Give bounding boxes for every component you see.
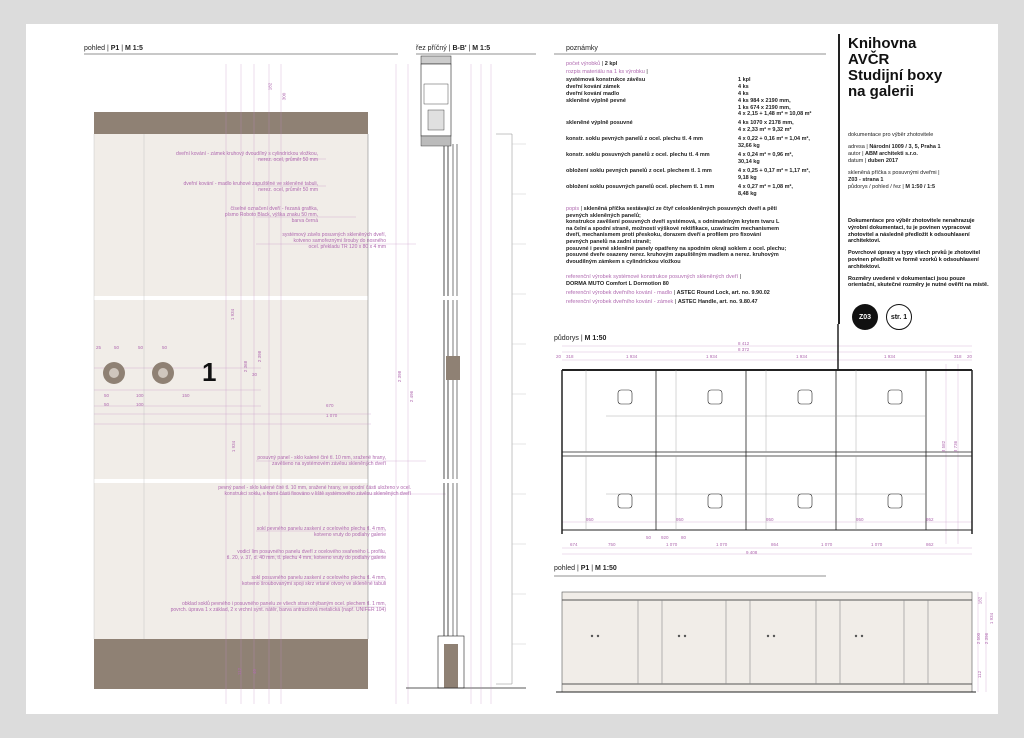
dim: 40	[252, 668, 258, 675]
dim: 300	[281, 92, 287, 101]
dim: 2 368	[243, 360, 249, 373]
notes-ref3: referenční výrobek dveřního kování - zámek | ASTEC Handle, art. no. 9.80.47	[566, 299, 758, 305]
notes-row-value: 4 x 0,27 m² = 1,08 m², 8,48 kg	[738, 184, 793, 197]
dim: 50	[104, 402, 110, 407]
dim: 862	[926, 542, 934, 547]
disclaimer: Dokumentace pro výběr zhotovitele nenahrazuje výrobní dokumentaci, tu je povinen vypracovat zhotovitel a následně předložit k odsouhlasení architektovi. Povrchové úpravy a typy všech prvků je zhotovitel povinen předložit ve formě vzorků k odsouhlasení architektovi. Rozměry uvedené v dokumentaci jsou pouze orientační, skutečné rozměry je nutné ověřit na místě.	[848, 218, 989, 289]
notes-row-value: 4 ks	[738, 84, 749, 90]
dim: 3 582	[941, 440, 947, 453]
dim: 1 934	[231, 440, 237, 453]
dim: 950	[586, 517, 594, 522]
dim: 20	[556, 354, 562, 359]
dim: 2 496	[409, 390, 415, 403]
dim: 1 934	[884, 354, 896, 359]
notes-row-key: dveřní kování zámek	[566, 84, 620, 90]
dim: 1 934	[626, 354, 638, 359]
notes-row-value: 4 x 0,24 m² = 0,96 m², 30,14 kg	[738, 152, 793, 165]
dim: 1 070	[716, 542, 728, 547]
notes-count: počet výrobků | 2 kpl	[566, 61, 618, 67]
title-rule	[838, 34, 840, 324]
annotation-fixed-panel: pevný panel - sklo kalené čiré tl. 10 mm, sražené hrany, ve spodní části uloženo v ocel. konstrukci soklu, v horní části fixováno v liště systémového závěsu skleněných dveří	[218, 485, 411, 497]
elevation-view-title: pohled | P1 | M 1:50	[554, 565, 617, 572]
notes-row-value: 4 ks 1070 x 2178 mm, 4 x 2,33 m² = 9,32 m²	[738, 120, 794, 133]
dim: 1 070	[666, 542, 678, 547]
dim: 1 934	[230, 308, 236, 321]
sheet-code-badge: Z03	[852, 304, 878, 330]
dim: 1 070	[821, 542, 833, 547]
notes-header: poznámky	[566, 45, 598, 52]
dim: 952	[926, 517, 934, 522]
notes-row-key: skleněné výplně pevné	[566, 98, 626, 104]
dim: 2 500	[976, 632, 982, 645]
section-drawing	[406, 56, 526, 704]
dim: 182	[977, 596, 983, 605]
dim: 100	[136, 393, 144, 398]
notes-row-value: 4 ks	[738, 91, 749, 97]
dim: 150	[182, 393, 190, 398]
dim: 8 412	[738, 341, 750, 346]
dim: 20	[967, 354, 973, 359]
title-block-info: dokumentace pro výběr zhotovitele adresa | Národní 1009 / 3, 5, Praha 1 autor | ABM architekti s.r.o. datum | duben 2017 skleněná příčka s posuvnými dveřmi | Z03 - strana 1 půdorys / pohled / řez | M 1:50 / 1:5	[848, 132, 941, 190]
dim: 30	[252, 372, 258, 377]
dim: 920	[661, 535, 669, 540]
left-top-lintel	[94, 112, 368, 134]
dim: 112	[237, 667, 243, 676]
annotation-number: číselné označení dveří - řezaná grafika, písmo Roboto Black, výška znaku 50 mm, barva černá	[224, 206, 318, 224]
annotation-track: systémový závěs posuvných skleněných dveří, kotveno samořeznými šrouby do nosného ocel. překladu TR 120 x 80 x 4 mm	[282, 232, 386, 250]
dim: 100	[136, 402, 144, 407]
dim: 1 070	[871, 542, 883, 547]
dim: 2 398	[257, 350, 263, 363]
dim: 1 934	[989, 612, 995, 625]
dim: 950	[676, 517, 684, 522]
notes-row-key: dveřní kování madlo	[566, 91, 620, 97]
annotation-handle: dveřní kování - madlo kruhové zapuštěné ve skleněné tabuli, nerez. ocel, průměr 50 mm	[183, 181, 318, 193]
dim: 318	[954, 354, 962, 359]
door-number: 1	[202, 357, 217, 387]
notes-row-key: konstr. soklu pevných panelů z ocel. plechu tl. 4 mm	[566, 136, 703, 142]
notes-row-key: obložení soklu posuvných panelů ocel. plechem tl. 1 mm	[566, 184, 715, 190]
project-title: Knihovna AVČR Studijní boxy na galerii	[848, 35, 943, 100]
dim: 112	[977, 670, 983, 679]
dim: 864	[771, 542, 779, 547]
dim: 1 070	[326, 413, 338, 418]
notes-row-value: 4 ks 984 x 2190 mm, 1 ks 674 x 2190 mm, 4 x 2,15 + 1,48 m² = 10,08 m²	[738, 98, 812, 118]
section-view-title: řez příčný | B-B' | M 1:5	[416, 45, 491, 52]
dim: 50	[104, 393, 110, 398]
page-badge: str. 1	[886, 304, 912, 330]
plan-view-title: půdorys | M 1:50	[554, 335, 607, 342]
dim: 8 372	[738, 347, 750, 352]
dim: 25	[96, 345, 102, 350]
notes-ref2: referenční výrobek dveřního kování - madlo | ASTEC Round Lock, art. no. 9.90.02	[566, 290, 770, 296]
left-view-title: pohled | P1 | M 1:5	[84, 45, 143, 52]
dim: 750	[608, 542, 616, 547]
notes-description: popis | skleněná příčka sestávající ze čtyř celoskleněných posuvných dveří a pěti pevných skleněných panelů; konstrukce zavěšení posuvných dveří systémová, s odnímatelným krytem tvaru L na čelní a spodní straně, možností výškové rektifikace, uzavíracím mechanismem dveří, mechanismem proti přeskoku, dorazem dveří a profilem pro fixování pevných panelů na zadní straně; posuvné i pevné skleněné panely opatřeny na spodním okraji soklem z ocel. plechu; posuvné dveře osazeny nerez. kruhovým zapuštěným madlem a nerez. kruhovým dvoudílným zámkem s cylindrickou vložkou	[566, 206, 787, 265]
dim: 950	[766, 517, 774, 522]
notes-row-value: 1 kpl	[738, 77, 751, 83]
notes-row-key: systémová konstrukce závěsu	[566, 77, 646, 83]
dim: 50	[114, 345, 120, 350]
dim: 2 396	[984, 632, 990, 645]
notes-row-key: konstr. soklu posuvných panelů z ocel. plechu tl. 4 mm	[566, 152, 710, 158]
notes-row-key: skleněné výplně posuvné	[566, 120, 633, 126]
drawing-sheet	[26, 24, 998, 714]
notes-row-value: 4 x 0,22 + 0,16 m² = 1,04 m², 32,66 kg	[738, 136, 810, 149]
annotation-lock: dveřní kování - zámek kruhový dvoudílný s cylindrickou vložkou, nerez. ocel, průměr 50 mm	[175, 151, 318, 163]
dim: 3 736	[953, 440, 959, 453]
dim: 2 398	[397, 370, 403, 383]
dim: 9 408	[746, 550, 758, 555]
dim: 950	[856, 517, 864, 522]
dim: 674	[570, 542, 578, 547]
dim: 50	[646, 535, 652, 540]
dim: 670	[326, 403, 334, 408]
annotation-sliding-plinth: sokl posuvného panelu zaskení z ocelového plechu tl. 4 mm, kotveno šroubovanými spoji skrz vrtané otvory ve skleněné tabuli	[242, 575, 386, 587]
annotation-guide: vodicí lim posuvného panelu dveří z ocelového svařeného L profilu, tl. 20, v. 37, d. 40 mm, tl. plechu 4 mm, kotveno vruty do podlahy galerie	[226, 549, 386, 561]
annotation-cladding: obklad soklů pevného i posuvného panelu ze všech stran ohýbaným ocel. plechem tl. 1 mm, povrch. úprava 1 x základ, 2 x vrchní synt. nátěr, barva antracitová metalická (např. UNIFER 104)	[170, 601, 386, 613]
notes-row-value: 4 x 0,25 + 0,17 m² = 1,17 m², 9,18 kg	[738, 168, 810, 181]
dim: 182	[267, 82, 273, 91]
dim: 1 934	[706, 354, 718, 359]
dim: 1 934	[796, 354, 808, 359]
notes-material-label: rozpis materiálu na 1 ks výrobku |	[566, 69, 648, 75]
dim: 80	[681, 535, 687, 540]
elevation-drawing	[554, 576, 986, 692]
dim: 50	[162, 345, 168, 350]
notes-ref1: referenční výrobek systémové konstrukce posuvných skleněných dveří | DORMA MUTO Comfort L Dormotion 80	[566, 274, 742, 287]
annotation-sliding-panel: posuvný panel - sklo kalené čiré tl. 10 mm, sražené hrany, zavěšeno na systémovém závěsu skleněných dveří	[257, 455, 386, 467]
dim: 318	[566, 354, 574, 359]
dim: 50	[138, 345, 144, 350]
annotation-fixed-plinth: sokl pevného panelu zaskení z ocelového plechu tl. 4 mm, kotveno vruty do podlahy galerie	[256, 526, 386, 538]
notes-row-key: obložení soklu pevných panelů z ocel. plechem tl. 1 mm	[566, 168, 712, 174]
left-bottom-plinth	[94, 639, 368, 689]
